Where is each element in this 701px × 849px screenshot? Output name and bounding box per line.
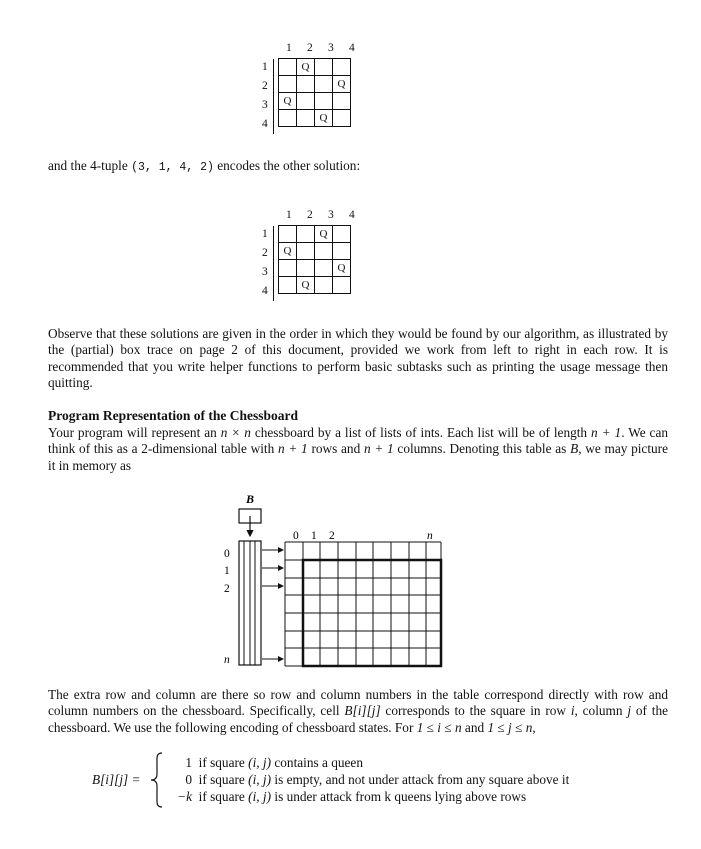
math: (i, j) — [248, 755, 272, 770]
text: columns. Denoting this table as — [393, 441, 571, 457]
board-2-col-label: 1 — [286, 209, 292, 221]
board-2-queen: Q — [297, 277, 315, 294]
board-1-cell — [297, 76, 315, 93]
case-value: 1 — [185, 755, 192, 770]
board-1-col-label: 1 — [286, 42, 292, 54]
row-label: n — [224, 654, 230, 666]
board-2-queen: Q — [315, 226, 333, 243]
board-2-cell — [297, 243, 315, 260]
case-condition: contains a queen — [271, 755, 363, 770]
board-2-cell — [279, 260, 297, 277]
board-1-cell — [333, 93, 351, 110]
board-2-cell — [333, 226, 351, 243]
column-labels — [293, 530, 433, 542]
board-1-queen: Q — [333, 76, 351, 93]
board-2-cell — [315, 277, 333, 294]
board-1-row-label: 2 — [262, 80, 268, 92]
board-1-col-label: 2 — [307, 42, 313, 54]
board-2-queen: Q — [279, 243, 297, 260]
math: 1 ≤ i ≤ n — [416, 719, 462, 735]
row-label: 0 — [224, 548, 230, 560]
math: B[i][j] — [344, 703, 381, 719]
encoding-case-1 — [166, 755, 363, 771]
board-1-queen: Q — [279, 93, 297, 110]
board-1-row-label: 4 — [262, 118, 268, 130]
board-2-grid — [278, 225, 351, 294]
row-label: 2 — [224, 583, 230, 595]
board-2-cell — [333, 277, 351, 294]
text: The extra row and column are there so row and column numbers in the table correspond directly with row and column numbers on the chessboard. Specifically, cell — [48, 687, 668, 719]
math: n + 1 — [277, 441, 308, 457]
row-label: 1 — [224, 565, 230, 577]
case-condition: if square — [198, 772, 249, 787]
section-heading: Program Representation of the Chessboard — [48, 408, 298, 423]
math: i — [570, 703, 575, 719]
tuple-line-before: and the 4-tuple — [48, 158, 132, 173]
board-2-cell — [315, 260, 333, 277]
case-condition: is empty, and not under attack from any square above it — [271, 772, 570, 787]
tuple-line — [48, 158, 668, 176]
board-1-grid — [278, 58, 351, 127]
board-2-row-label: 3 — [262, 266, 268, 278]
text: and — [461, 719, 488, 735]
encoding-case-2 — [166, 772, 569, 788]
board-1-cell — [279, 110, 297, 127]
memory-diagram — [200, 488, 460, 678]
board-2-col-label: 2 — [307, 209, 313, 221]
text: of the chessboard. We use the following encoding of chessboard states. For — [48, 703, 668, 735]
encoding-lhs: B[i][j] = — [92, 772, 141, 787]
text: , column — [574, 703, 628, 719]
tuple-code: (3, 1, 4, 2) — [131, 161, 214, 174]
pointer-label: B — [246, 492, 255, 506]
board-2-cell — [279, 226, 297, 243]
board-1-cell — [315, 59, 333, 76]
text: chessboard by a list of lists of ints. Each list will be of length — [250, 425, 592, 440]
board-2-axis-line — [273, 226, 274, 301]
board-1-row-label: 1 — [262, 61, 268, 73]
math: n × n — [220, 425, 251, 440]
board-1-cell — [297, 110, 315, 127]
math: (i, j) — [248, 789, 272, 804]
math: j — [627, 703, 632, 719]
row-labels — [224, 548, 230, 666]
column-label: n — [427, 530, 433, 542]
row-arrows — [262, 550, 283, 659]
board-1-col-label: 4 — [349, 42, 355, 54]
board-1-cell — [315, 93, 333, 110]
observe-paragraph: Observe that these solutions are given in the order in which they would be found by our algorithm, as illustrated by the (partial) box trace on page 2 of this document, provided we work from left to right in each row. It is recommended that you write helper functions to perform basic subtasks such as printing the usage message then quitting. — [48, 326, 668, 390]
representation-paragraph — [48, 425, 668, 474]
board-1-cell — [297, 93, 315, 110]
case-condition: if square — [198, 755, 249, 770]
text: corresponds to the square in row — [380, 703, 571, 719]
board-1-queen: Q — [297, 59, 315, 76]
math: (i, j) — [248, 772, 272, 787]
board-1-cell — [333, 110, 351, 127]
case-value: −k — [177, 789, 192, 804]
board-1-axis-line — [273, 59, 274, 134]
encoding-case-3 — [166, 789, 526, 805]
board-1-queen: Q — [315, 110, 333, 127]
board-2-cell — [297, 226, 315, 243]
text: rows and — [307, 441, 364, 457]
case-condition: if square — [198, 789, 249, 804]
board-2-row-label: 2 — [262, 247, 268, 259]
board-1-cell — [279, 76, 297, 93]
math: 1 ≤ j ≤ n — [487, 719, 533, 735]
column-label: 2 — [329, 530, 335, 542]
board-1-cell — [333, 59, 351, 76]
board-1-col-label: 3 — [328, 42, 334, 54]
math: B — [570, 441, 579, 457]
board-2-row-label: 4 — [262, 285, 268, 297]
text: . We can think of this as a 2-dimensional table with — [48, 425, 668, 457]
board-2-queen: Q — [333, 260, 351, 277]
board-1-cell — [279, 59, 297, 76]
text: , we may picture it in memory as — [48, 441, 669, 473]
math: n + 1 — [363, 441, 394, 457]
board-2-cell — [297, 260, 315, 277]
left-brace — [150, 752, 164, 808]
board-2-col-label: 4 — [349, 209, 355, 221]
case-condition: is under attack from k queens lying above rows — [271, 789, 527, 804]
board-2-cell — [333, 243, 351, 260]
math: n + 1 — [591, 425, 622, 440]
case-value: 0 — [185, 772, 192, 787]
board-2-cell — [279, 277, 297, 294]
column-label: 1 — [311, 530, 317, 542]
board-2-row-label: 1 — [262, 228, 268, 240]
text: , — [532, 719, 536, 735]
row-pointer-dividers — [244, 541, 255, 665]
tuple-line-after: encodes the other solution: — [213, 158, 361, 173]
board-2-col-label: 3 — [328, 209, 334, 221]
board-1-cell — [315, 76, 333, 93]
extra-paragraph — [48, 687, 668, 736]
board-1-row-label: 3 — [262, 99, 268, 111]
board-2-cell — [315, 243, 333, 260]
column-label: 0 — [293, 530, 299, 542]
text: Your program will represent an — [48, 425, 221, 440]
